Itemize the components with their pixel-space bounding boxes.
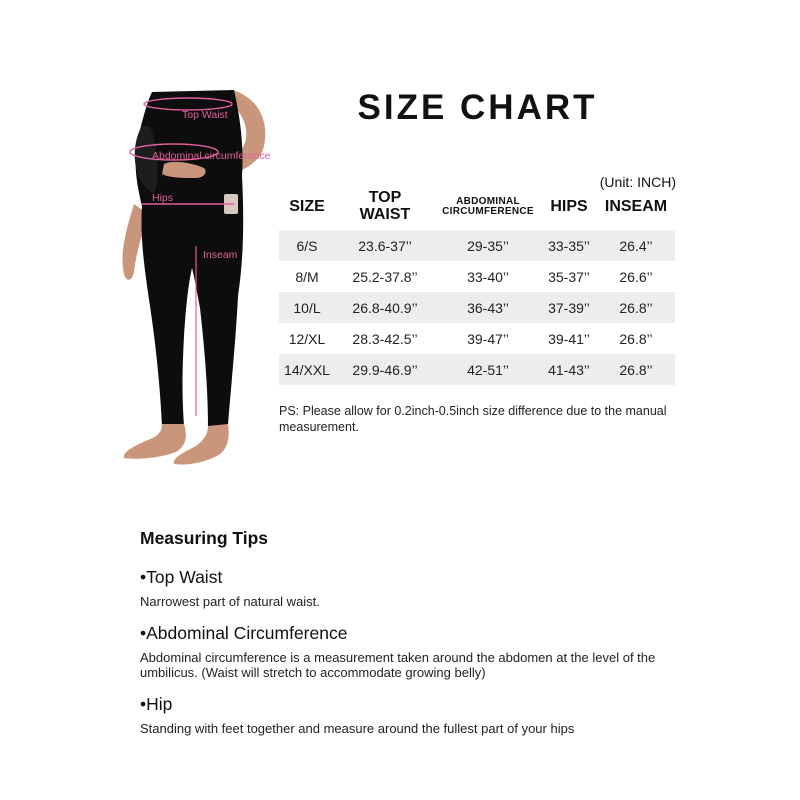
tip-title: •Hip	[140, 693, 173, 714]
cell-top-waist: 26.8-40.9’’	[335, 292, 435, 323]
cell-top-waist: 28.3-42.5’’	[335, 323, 435, 354]
col-header-top-waist-line1: TOP	[368, 189, 402, 207]
cell-hips: 39-41’’	[541, 323, 597, 354]
tip-item-hip	[140, 694, 680, 737]
col-header-top-waist-line2: WAIST	[359, 206, 411, 223]
table-row	[279, 323, 675, 354]
cell-abdominal: 36-43’’	[435, 292, 541, 323]
inseam-label: Inseam	[203, 249, 238, 261]
cell-size: 14/XXL	[279, 354, 335, 385]
tip-title: •Top Waist	[140, 567, 223, 587]
cell-inseam: 26.4’’	[597, 230, 675, 261]
cell-abdominal: 29-35’’	[435, 230, 541, 261]
cell-inseam: 26.6’’	[597, 261, 675, 292]
maternity-leggings-illustration	[112, 86, 292, 478]
table-row	[279, 354, 675, 385]
hips-label: Hips	[152, 192, 174, 204]
col-header-size	[279, 184, 335, 230]
model-figure	[112, 86, 292, 478]
tip-description: Narrowest part of natural waist.	[140, 594, 320, 609]
cell-top-waist: 29.9-46.9’’	[335, 354, 435, 385]
col-header-inseam-text: INSEAM	[604, 197, 668, 215]
cell-hips: 37-39’’	[541, 292, 597, 323]
tip-item-top-waist	[140, 567, 680, 610]
tip-description: Standing with feet together and measure around the fullest part of your hips	[140, 720, 575, 736]
abdominal-circumference-label: Abdominal circumference	[152, 150, 271, 162]
page-title: SIZE CHART	[357, 88, 598, 127]
col-header-size-text: SIZE	[289, 197, 325, 215]
cell-hips: 41-43’’	[541, 354, 597, 385]
measurement-note: PS: Please allow for 0.2inch-0.5inch size difference due to the manual measurement.	[279, 404, 667, 434]
size-chart-table	[279, 184, 675, 385]
table-row	[279, 261, 675, 292]
col-header-abdominal-line1: ABDOMINAL	[456, 195, 520, 207]
measuring-tips-section	[140, 528, 680, 749]
cell-abdominal: 33-40’’	[435, 261, 541, 292]
cell-inseam: 26.8’’	[597, 323, 675, 354]
col-header-abdominal-line2: CIRCUMFERENCE	[442, 206, 534, 217]
table-row	[279, 230, 675, 261]
cell-inseam: 26.8’’	[597, 354, 675, 385]
cell-hips: 35-37’’	[541, 261, 597, 292]
cell-top-waist: 23.6-37’’	[335, 230, 435, 261]
col-header-top-waist	[335, 184, 435, 230]
cell-size: 6/S	[279, 230, 335, 261]
table-row	[279, 292, 675, 323]
col-header-hips	[541, 184, 597, 230]
cell-size: 12/XL	[279, 323, 335, 354]
cell-abdominal: 42-51’’	[435, 354, 541, 385]
unit-label: (Unit: INCH)	[599, 174, 676, 190]
col-header-abdominal	[435, 184, 541, 230]
top-waist-label: Top Waist	[182, 109, 228, 121]
tip-title: •Abdominal Circumference	[140, 622, 348, 643]
tip-item-abdominal	[140, 623, 680, 681]
cell-inseam: 26.8’’	[597, 292, 675, 323]
tip-description: Abdominal circumference is a measurement taken around the abdomen at the level of the umbilicus. (Waist will stretch to accommodate growing belly)	[140, 649, 656, 680]
col-header-hips-text: HIPS	[550, 197, 588, 215]
measuring-tips-heading: Measuring Tips	[140, 528, 269, 548]
cell-abdominal: 39-47’’	[435, 323, 541, 354]
cell-size: 8/M	[279, 261, 335, 292]
cell-hips: 33-35’’	[541, 230, 597, 261]
col-header-inseam	[597, 184, 675, 230]
table-header-row	[279, 184, 675, 230]
cell-size: 10/L	[279, 292, 335, 323]
cell-top-waist: 25.2-37.8’’	[335, 261, 435, 292]
